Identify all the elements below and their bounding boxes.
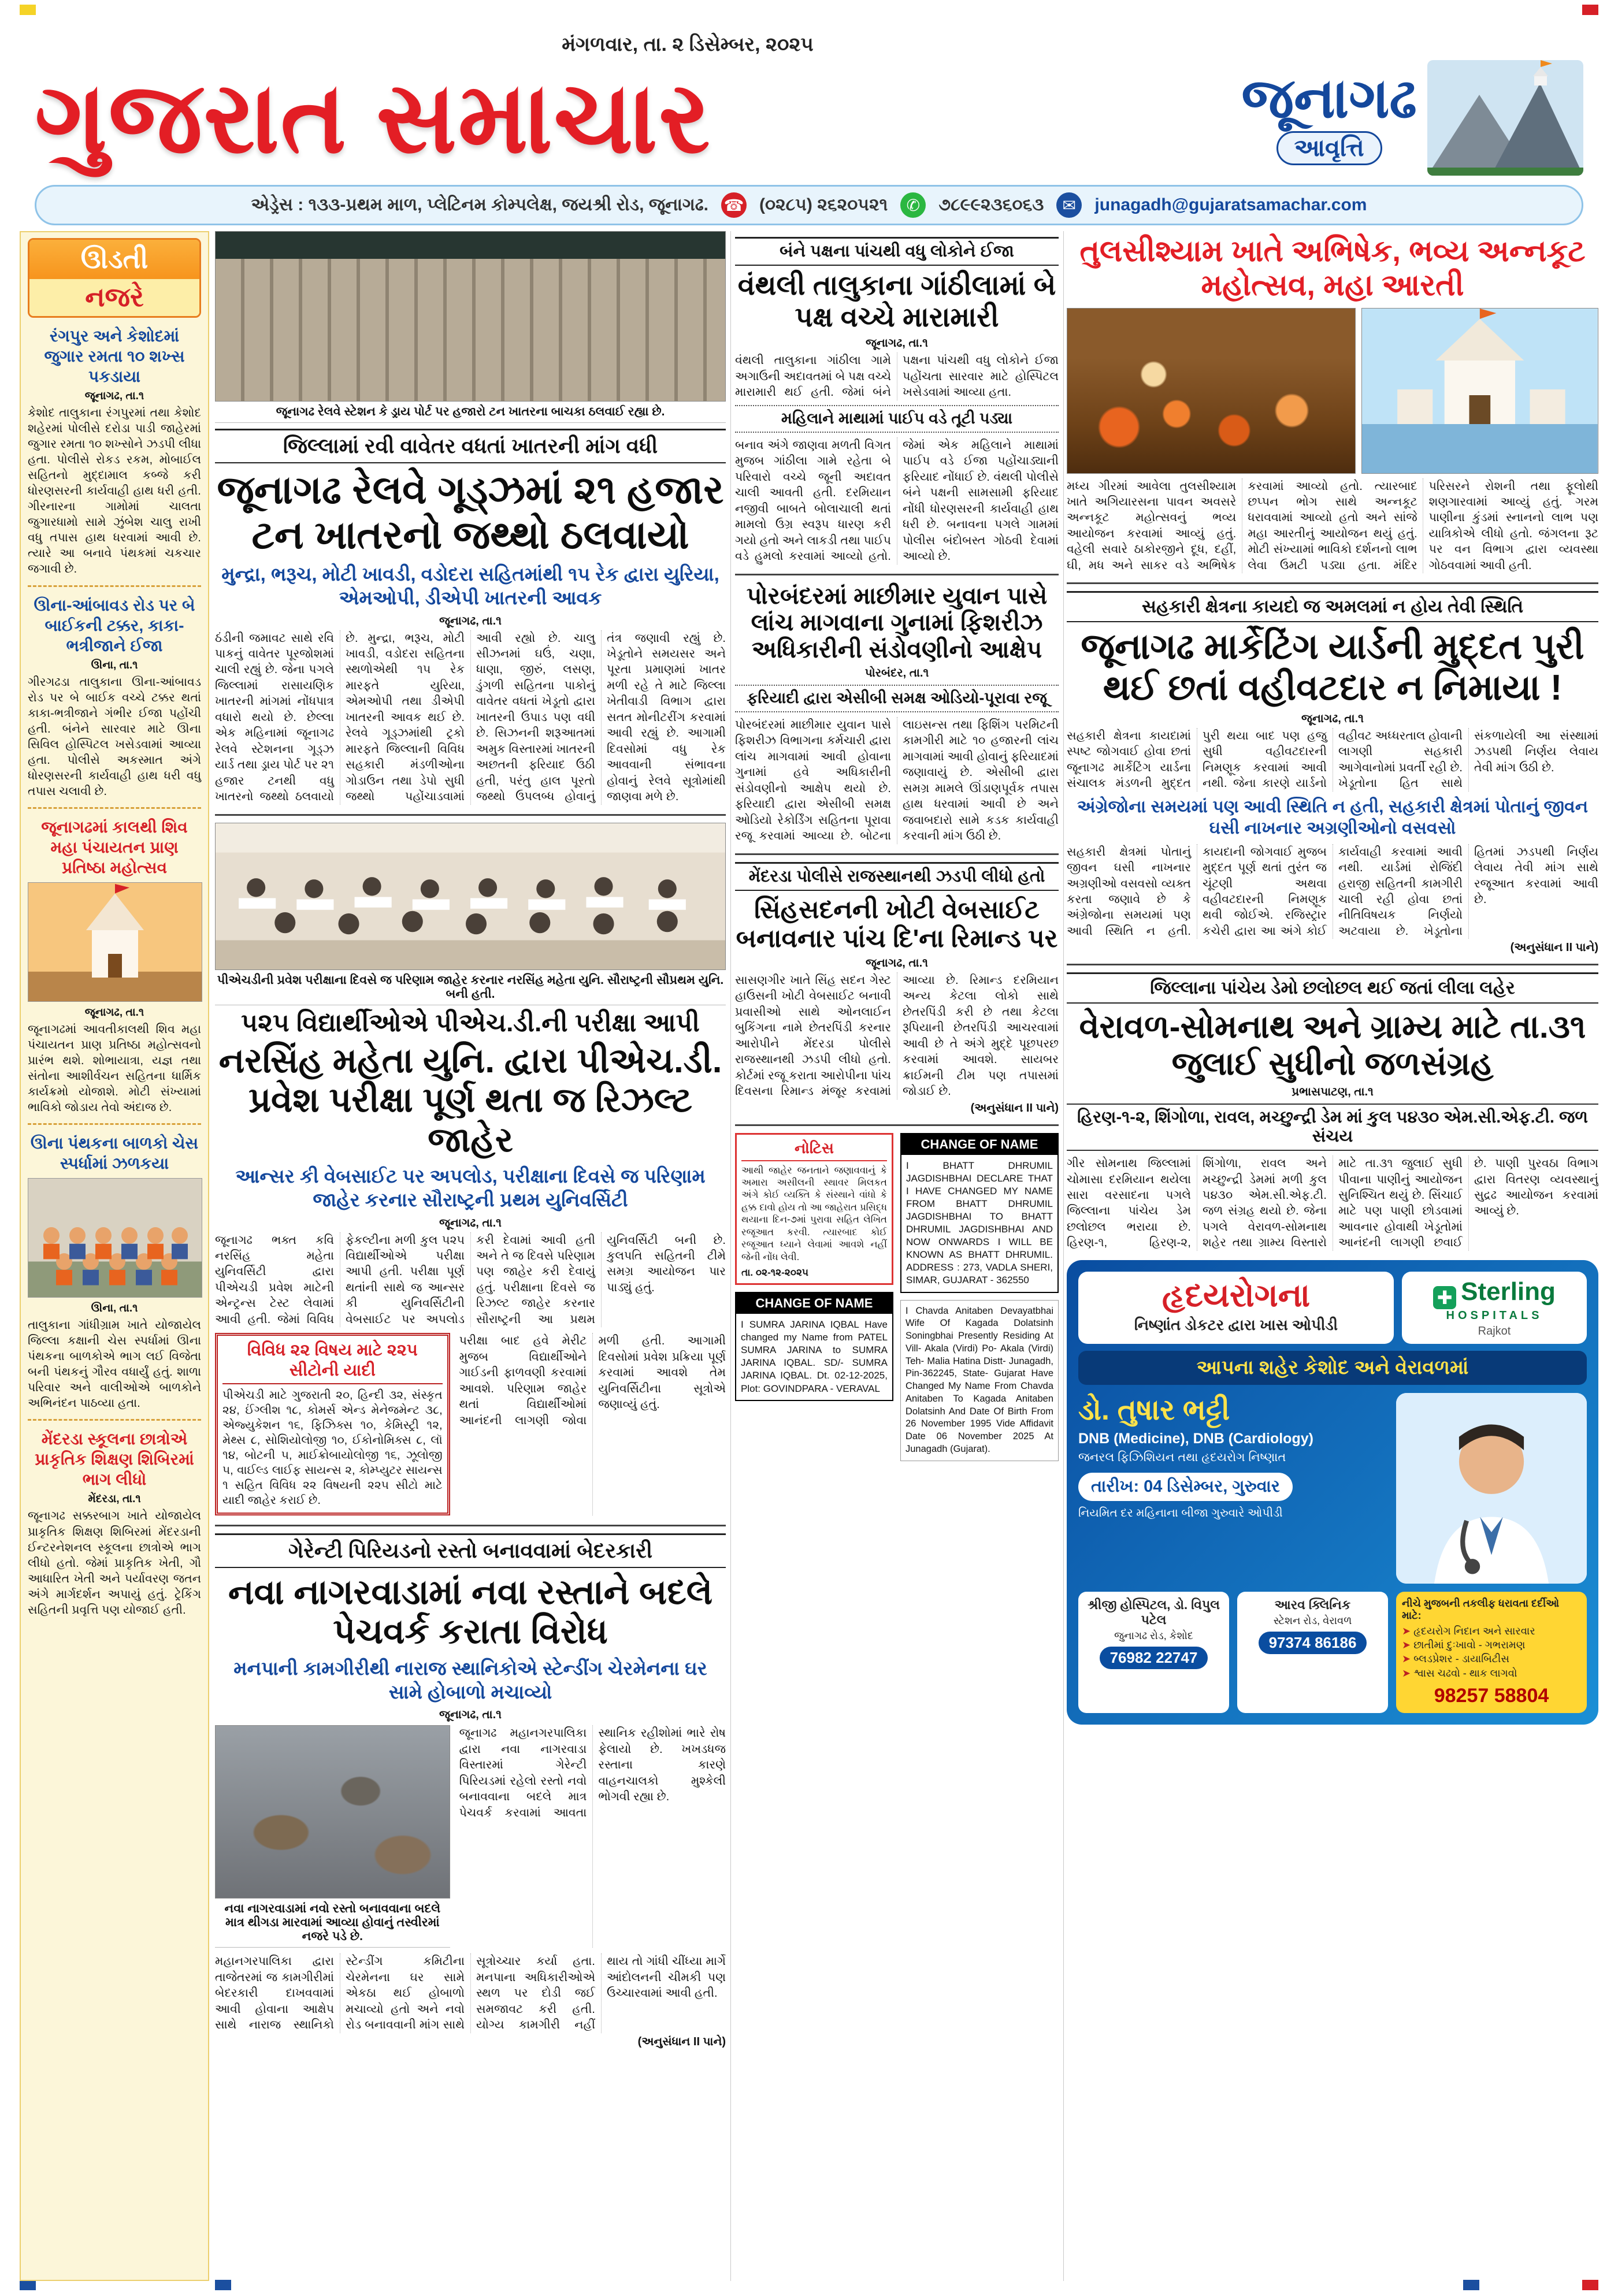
article-dateline: પ્રભાસપાટણ, તા.૧: [1292, 1086, 1374, 1099]
article-dateline: જૂનાગઢ, તા.૧: [866, 956, 928, 969]
article-body: વંથલી તાલુકાના ગાંઠીલા ગામે અગાઉની અદાવતમાં બે પક્ષ વચ્ચે મારામારી થઈ હતી. જેમાં બંને પક્ષના પાંચથી વધુ લોકોને ઈજા પહોંચતા સારવાર માટે હોસ્પિટલ ખસેડવામાં આવ્યા હતા.: [735, 354, 1059, 399]
brief-dateline: મેંદરડા, તા.૧: [88, 1493, 141, 1506]
article-dateline: પોરબંદર, તા.૧: [864, 666, 929, 679]
article-road-patchwork: [215, 1533, 726, 2049]
phone-icon: ☎: [721, 192, 747, 218]
masthead-title: ગુજરાત સમાચાર: [35, 62, 711, 173]
services-title: નીચે મુજબની તકલીફ ધરાવતા દર્દીઓ માટે:: [1402, 1597, 1560, 1621]
annakut-crowd-photo: [1067, 308, 1356, 474]
article-fisheries-bribe: [735, 582, 1059, 844]
clinic-location: સ્ટેશન રોડ, વેરાવળ: [1273, 1614, 1352, 1626]
registration-mark: [1582, 5, 1598, 15]
article-headline-top: ૫૨૫ વિદ્યાર્થીઓએ પીએચ.ડી.ની પરીક્ષા આપી: [241, 1008, 700, 1037]
ad-services-box: [1396, 1592, 1587, 1713]
phone-number: (૦૨૮૫) ૨૬૨૦૫૨૧: [759, 195, 888, 214]
address-text: એડ્રેસ : ૧૩૩-પ્રથમ માળ, પ્લેટિનમ કોમ્પલેક્ષ, જયશ્રી રોડ, જૂનાગઢ.: [251, 195, 708, 214]
brief-body: તાલુકાના ગાંધીગ્રામ ખાતે યોજાયેલ જિલ્લા કક્ષાની ચેસ સ્પર્ધામાં ઊના પંથકના બાળકોએ ભાગ લઈ વિજેતા બની પંથકનું ગૌરવ વધાર્યું હતું. શાળા પરિવાર અને વાલીઓએ બાળકોને અભિનંદન પાઠવ્યા હતા.: [28, 1318, 201, 1410]
article-headline: વંથલી તાલુકાના ગાંઠીલામાં બે પક્ષ વચ્ચે મારામારી: [737, 270, 1056, 333]
notice-title: નોટિસ: [741, 1139, 887, 1161]
exam-hall-photo: [215, 823, 726, 970]
article-divider: [1067, 964, 1598, 965]
brief-body: કેશોદ તાલુકાના રંગપુરમાં તથા કેશોદ શહેરમાં પોલીસે દરોડા પાડી જાહેરમાં જુગાર રમતા ૧૦ શખ્સોને ઝડપી લીધા હતા. પોલીસે રોકડ રકમ, મોબાઈલ સહિતનો મુદ્દામાલ કબ્જે કરી ધોરણસરની કાર્યવાહી હાથ ધરી હતી. ગીરનારના ગામોમાં ચાલતા જુગારધામો સામે ઝુંબેશ ચાલુ રાખી વધુ તપાસ હાથ ધરવામાં આવી છે. ત્યારે આ બનાવે પંથકમાં ચકચાર જગાવી છે.: [28, 406, 201, 576]
ad-subtitle: નિષ્ણાંત ડોકટર દ્વારા ખાસ ઓપીડી: [1134, 1316, 1338, 1333]
column-rule: [730, 231, 731, 2281]
edition-date: મંગળવાર, તા. ૨ ડિસેમ્બર, ૨૦૨૫: [562, 34, 814, 55]
tulsishyam-temple-photo: [1361, 308, 1598, 474]
registration-mark: [1582, 2280, 1598, 2290]
article-fake-website: [735, 862, 1059, 1115]
brief-divider: [28, 1419, 201, 1421]
article-body: પોરબંદરમાં માછીમાર યુવાન પાસે ફિશરીઝ વિભાગના કર્મચારી દ્વારા લાંચ માગવામાં આવી હોવાના ગુનામાં હવે અધિકારીની સંડોવણીનો આક્ષેપ થયો છે. ફરિયાદી દ્વારા એસીબી સમક્ષ ઓડિયો રેકોર્ડિંગ સહિતના પૂરાવા રજૂ કરવામાં આવ્યા છે. બોટના લાઇસન્સ તથા ફિશિંગ પરમિટની કામગીરી માટે ૧૦ હજારની લાંચ માગવામાં આવી હોવાનું ફરિયાદમાં જણાવાયું છે. એસીબી દ્વારા સમગ્ર મામલે ઊંડાણપૂર્વક તપાસ હાથ ધરવામાં આવી છે અને જવાબદારો સામે કડક કાર્યવાહી કરવાની માંગ ઉઠી છે.: [735, 718, 1059, 843]
article-body-continued: પરીક્ષા બાદ હવે મેરીટ મુજબ વિદ્યાર્થીઓને ગાઈડની ફાળવણી કરવામાં આવશે. પરિણામ જાહેર થતાં વિદ્યાર્થીઓમાં આનંદની લાગણી જોવા મળી હતી. આગામી દિવસોમાં પ્રવેશ પ્રક્રિયા પૂર્ણ કરવામાં આવશે તેમ યુનિવર્સિટીના સૂત્રોએ જણાવ્યું હતું.: [459, 1334, 726, 1427]
change-of-name-box: [735, 1292, 893, 1401]
article-dateline: જૂનાગઢ, તા.૧: [1301, 712, 1364, 725]
ad-title: હૃદયરોગના: [1161, 1276, 1311, 1313]
group-photo: [28, 1178, 202, 1298]
article-fertilizer: [215, 231, 726, 805]
whatsapp-icon: ✆: [900, 192, 926, 218]
article-body: જૂનાગઢ ભક્ત કવિ નરસિંહ મહેતા યુનિવર્સિટી દ્વારા પીએચડી પ્રવેશ માટેની એન્ટ્રન્સ ટેસ્ટ લેવામાં આવી હતી. જેમાં વિવિધ ફેકલ્ટીના મળી કુલ ૫૨૫ વિદ્યાર્થીઓએ પરીક્ષા આપી હતી. પરીક્ષા પૂર્ણ થતાંની સાથે જ આન્સર કી યુનિવર્સિટીની વેબસાઈટ પર અપલોડ કરી દેવામાં આવી હતી અને તે જ દિવસે પરિણામ પણ જાહેર કરી દેવાયું હતું. પરીક્ષાના દિવસે જ રિઝલ્ટ જાહેર કરનાર સૌરાષ્ટ્રની આ પ્રથમ યુનિવર્સિટી બની છે. કુલપતિ સહિતની ટીમે સમગ્ર આયોજન પાર પાડ્યું હતું.: [215, 1233, 726, 1326]
temple-photo: [28, 882, 202, 1002]
whatsapp-number: ૭૮૯૯૨૩૬૦૬૩: [938, 195, 1044, 214]
article-headline: પોરબંદરમાં માછીમાર યુવાન પાસે લાંચ માગવાના ગુનામાં ફિશરીઝ અધિકારીની સંડોવણીનો આક્ષેપ: [746, 582, 1048, 663]
edition-name: જૂનાગઢ: [1241, 67, 1417, 129]
opd-date-badge: તારીખ: 04 ડિસેમ્બર, ગુરુવાર: [1078, 1473, 1293, 1501]
sterling-hospital-ad: [1067, 1260, 1598, 1725]
article-body: ગીર સોમનાથ જિલ્લામાં ચોમાસા દરમિયાન થયેલા સારા વરસાદના પગલે જિલ્લાના પાંચેય ડેમ છલોછલ ભરાયા છે. હિરણ-૧, હિરણ-૨, શિંગોળા, રાવલ અને મચ્છુન્દ્રી ડેમમાં મળી કુલ ૫૪૩૦ એમ.સી.એફ.ટી. જળ સંગ્રહ થયો છે. જેના પગલે વેરાવળ-સોમનાથ શહેર તથા ગ્રામ્ય વિસ્તારો માટે તા.૩૧ જુલાઈ સુધી પીવાના પાણીનું આયોજન સુનિશ્ચિત થયું છે. સિંચાઈ માટે પણ પાણી છોડવામાં આવનાર હોવાથી ખેડૂતોમાં આનંદની લાગણી છવાઈ છે. પાણી પુરવઠા વિભાગ દ્વારા વિતરણ વ્યવસ્થાનું સુદ્રઢ આયોજન કરવામાં આવ્યું છે.: [1067, 1157, 1598, 1250]
brief-item: [28, 1133, 201, 1411]
article-kicker: મેંદરડા પોલીસે રાજસ્થાનથી ઝડપી લીધો હતો: [735, 862, 1059, 891]
clinic-name: આરવ ક્લિનિક: [1274, 1597, 1351, 1612]
article-body: સહકારી ક્ષેત્રના કાયદામાં સ્પષ્ટ જોગવાઈ હોવા છતાં જૂનાગઢ માર્કેટિંગ યાર્ડના સંચાલક મંડળની મુદ્દત પુરી થયા બાદ પણ હજુ સુધી વહીવટદારની નિમણૂક કરવામાં આવી નથી. જેના કારણે યાર્ડનો વહીવટ અધ્ધરતાલ હોવાની લાગણી સહકારી આગેવાનોમાં પ્રવર્તી રહી છે. ખેડૂતોના હિત સાથે સંકળાયેલી આ સંસ્થામાં ઝડપથી નિર્ણય લેવાય તેવી માંગ ઉઠી છે.: [1067, 729, 1598, 790]
service-item: ➤ હૃદયરોગ નિદાન અને સારવાર: [1402, 1624, 1581, 1638]
brief-divider: [28, 585, 201, 587]
service-item: ➤ બ્લડપ્રેશર - ડાયાબિટીસ: [1402, 1652, 1581, 1666]
hospital-logo: [1402, 1272, 1587, 1344]
article-marketing-yard: [1067, 591, 1598, 954]
article-body: મધ્ય ગીરમાં આવેલા તુલસીશ્યામ ખાતે અગિયારસના પાવન અવસરે અન્નકૂટ મહોત્સવનું ભવ્ય આયોજન કરવામાં આવ્યું હતું. વહેલી સવારે ઠાકોરજીને દૂધ, દહીં, ઘી, મધ અને સાકર વડે અભિષેક કરવામાં આવ્યો હતો. ત્યારબાદ છપ્પન ભોગ સાથે અન્નકૂટ ધરાવવામાં આવ્યો હતો અને સાંજે મહા આરતીનું આયોજન થયું હતું. મોટી સંખ્યામાં ભાવિકો દર્શનનો લાભ લેવા ઉમટી પડ્યા હતા. મંદિર પરિસરને રોશની તથા ફૂલોથી શણગારવામાં આવ્યું હતું. ગરમ પાણીના કુંડમાં સ્નાનનો લાભ પણ યાત્રિકોએ લીધો હતો. જંગલના રૂટ પર વન વિભાગ દ્વારા વ્યવસ્થા ગોઠવવામાં આવી હતી.: [1067, 479, 1598, 572]
article-dateline: જૂનાગઢ, તા.૧: [439, 1708, 502, 1722]
main-column: [215, 231, 726, 2281]
email-icon: ✉: [1056, 192, 1082, 218]
hospital-brand: Sterling: [1461, 1277, 1556, 1306]
article-headline: તુલસીશ્યામ ખાતે અભિષેક, ભવ્ય અન્નકૂટ મહોત્સવ, મહા આરતી: [1079, 235, 1586, 303]
article-divider: [215, 1525, 726, 1526]
center-column: [735, 231, 1059, 2281]
article-dateline: જૂનાગઢ, તા.૧: [439, 614, 502, 627]
registration-mark: [1463, 2280, 1479, 2290]
change-of-name-box: [900, 1133, 1059, 1293]
article-headline: જૂનાગઢ માર્કેટિંગ યાર્ડની મુદ્દત પુરી થઈ છતાં વહીવટદાર ન નિમાયા !: [1081, 627, 1584, 708]
edition-subtitle: આવૃત્તિ: [1276, 131, 1382, 165]
continued-note: (અનુસંધાન II પાને): [1510, 941, 1598, 954]
opd-note: નિયમિત દર મહિનાના બીજા ગુરુવારે ઓપીડી: [1078, 1506, 1283, 1519]
masthead-row: [35, 55, 1583, 180]
article-dateline: જૂનાગઢ, તા.૧: [439, 1216, 502, 1229]
briefs-badge-line2: નજરે: [29, 279, 199, 316]
clinic-phone: 97374 86186: [1259, 1632, 1367, 1654]
photo-caption: પીએચડીની પ્રવેશ પરીક્ષાના દિવસે જ પરિણામ જાહેર કરનાર નરસિંહ મહેતા યુનિ. સૌરાષ્ટ્રની સૌપ્રથમ યુનિ. બની હતી.: [215, 970, 726, 1005]
article-body-continued: મહાનગરપાલિકા દ્વારા તાજેતરમાં જ કામગીરીમાં બેદરકારી દાખવવામાં આવી હોવાના આક્ષેપ સાથે નારાજ સ્થાનિકો સ્ટેન્ડીંગ કમિટીના ચેરમેનના ઘર સામે એકઠા થઈ હોબાળો મચાવ્યો હતો અને નવો રોડ બનાવવાની માંગ સાથે સૂત્રોચ્ચાર કર્યા હતા. મનપાના અધિકારીઓએ સ્થળ પર દોડી જઈ સમજાવટ કરી હતી. યોગ્ય કામગીરી નહીં થાય તો ગાંધી ચીંધ્યા માર્ગે આંદોલનની ચીમકી પણ ઉચ્ચારવામાં આવી હતી.: [215, 1955, 726, 2032]
article-body: જૂનાગઢ મહાનગરપાલિકા દ્વારા નવા નાગરવાડા વિસ્તારમાં ગેરેન્ટી પિરિયડમાં રહેલો રસ્તો નવો બનાવવાના બદલે માત્ર પેચવર્ક કરવામાં આવતા સ્થાનિક રહીશોમાં ભારે રોષ ફેલાયો છે. ખખડધજ રસ્તાના કારણે વાહનચાલકો મુશ્કેલી ભોગવી રહ્યા છે.: [459, 1726, 726, 1819]
continued-note: (અનુસંધાન II પાને): [970, 1101, 1059, 1114]
clinic-keshod: [1078, 1592, 1229, 1713]
brief-body: જૂનાગઢ સક્કરબાગ ખાતે યોજાયેલ પ્રાકૃતિક શિક્ષણ શિબિરમાં મેંદરડાની ઈન્ટરનેશનલ સ્કૂલના છાત્રોએ ભાગ લીધો હતો. જેમાં પ્રાકૃતિક ખેતી, ગૌ આધારિત ખેતી અને પર્યાવરણ જતન અંગે માર્ગદર્શન અપાયું હતું. ટ્રેકિંગ સહિતની પ્રવૃત્તિ પણ યોજાઈ હતી.: [28, 1509, 201, 1617]
change-of-name-body: I BHATT DHRUMIL JAGDISHBHAI DECLARE THAT I HAVE CHANGED MY NAME FROM BHATT DHRUMIL JAGDISHBHAI TO BHATT DHRUMIL JAGDISHBHAI AND NOW ONWARDS I WILL BE KNOWN AS BHATT DHRUMIL. ADDRESS : 273, VADLA SHERI, SIMAR, GUJARAT - 362550: [906, 1160, 1053, 1286]
clinic-phone: 76982 22747: [1100, 1647, 1208, 1669]
article-headline: જૂનાગઢ રેલવે ગૂડ્ઝમાં ૨૧ હજાર ટન ખાતરનો જથ્થો ઠલવાયો: [217, 468, 724, 557]
clinic-name: શ્રીજી હોસ્પિટલ, ડો. વિપુલ પટેલ: [1088, 1597, 1220, 1627]
doctor-qualifications: DNB (Medicine), DNB (Cardiology): [1078, 1430, 1313, 1447]
article-kicker: જિલ્લામાં રવી વાવેતર વધતાં ખાતરની માંગ વધી: [215, 429, 726, 463]
article-body-continued: બનાવ અંગે જાણવા મળતી વિગત મુજબ ગાંઠીલા ગામે રહેતા બે પરિવારો વચ્ચે જૂની અદાવત ચાલી આવતી હતી. દરમિયાન નજીવી બાબતે બોલાચાલી થતાં મામલો ઉગ્ર સ્વરૂપ ધારણ કરી ગયો હતો અને લાકડી તથા પાઈપ વડે હુમલો કરવામાં આવ્યો હતો. જેમાં એક મહિલાને માથામાં પાઈપ વડે ઈજા પહોંચાડ્યાની ફરિયાદ નોંધાઈ છે. વંથલી પોલીસે બંને પક્ષની સામસામી ફરિયાદ નોંધી ધોરણસરની કાર્યવાહી હાથ ધરી છે. બનાવના પગલે ગામમાં પોલીસ બંદોબસ્ત ગોઠવી દેવામાં આવ્યો છે.: [735, 438, 1059, 563]
brief-divider: [28, 1123, 201, 1125]
medical-cross-icon: ✚: [1433, 1286, 1456, 1309]
brief-divider: [28, 807, 201, 809]
continued-note: (અનુસંધાન II પાને): [637, 2035, 726, 2048]
classifieds-area: [735, 1133, 1059, 1461]
brief-title: જૂનાગઢમાં કાલથી શિવ મહા પંચાયતન પ્રાણ પ્રતિષ્ઠા મહોત્સવ: [41, 818, 188, 876]
edition-block: [1241, 60, 1583, 176]
briefs-badge: [28, 238, 201, 318]
brief-body: ગીરગઢડા તાલુકાના ઊના-આંબાવડ રોડ પર બે બાઈક વચ્ચે ટક્કર થતાં કાકા-ભત્રીજાને ગંભીર ઈજા પહોંચી હતી. બંનેને સારવાર માટે ઊના સિવિલ હોસ્પિટલ ખસેડવામાં આવ્યા હતા. પોલીસે અકસ્માત અંગે ધોરણસરની કાર્યવાહી હાથ ધરી વધુ તપાસ ચલાવી છે.: [28, 675, 201, 798]
article-water-storage: [1067, 972, 1598, 1250]
article-divider: [735, 1124, 1059, 1126]
doctor-photo: [1396, 1393, 1587, 1584]
article-body-continued: સહકારી ક્ષેત્રમાં પોતાનું જીવન ઘસી નાખનાર અગ્રણીઓ વસવસો વ્યક્ત કરતા જણાવે છે કે અંગ્રેજોના સમયમાં પણ આવી સ્થિતિ ન હતી. કાયદાની જોગવાઈ મુજબ મુદ્દત પૂર્ણ થતાં તુરંત જ ચૂંટણી અથવા વહીવટદારની નિમણૂક થવી જોઈએ. રજિસ્ટ્રાર કચેરી દ્વારા આ અંગે કોઈ કાર્યવાહી કરવામાં આવી નથી. યાર્ડમાં રોજિંદી હરાજી સહિતની કામગીરી ચાલી રહી હોવા છતાં નીતિવિષયક નિર્ણયો અટવાયા છે. ખેડૂતોના હિતમાં ઝડપથી નિર્ણય લેવાય તેવી માંગ સાથે રજૂઆત કરવામાં આવી છે.: [1067, 845, 1598, 938]
sidebar-briefs-column: [20, 231, 209, 2281]
article-kicker: ગેરેન્ટી પિરિયડનો રસ્તો બનાવવામાં બેદરકારી: [215, 1533, 726, 1568]
ad-title-box: [1078, 1272, 1394, 1344]
article-midhead: ફરિયાદી દ્વારા એસીબી સમક્ષ ઓડિયો-પૂરાવા રજૂ: [735, 685, 1059, 712]
brief-item: [28, 817, 201, 1115]
article-tulsishyam: [1067, 235, 1598, 573]
brief-dateline: જૂનાગઢ, તા.૧: [84, 1006, 144, 1019]
brief-dateline: ઊના, તા.૧: [91, 1302, 138, 1315]
article-headline: સિંહસદનની ખોટી વેબસાઈટ બનાવનાર પાંચ દિ'ના રિમાન્ડ પર: [736, 895, 1058, 953]
article-vanthali-fight: [735, 237, 1059, 564]
seat-box-body: પીએચડી માટે ગુજરાતી ૨૦, હિન્દી ૩૨, સંસ્કૃત ૨૪, ઈંગ્લીશ ૧૮, કોમર્સ એન્ડ મેનેજમેન્ટ ૩૮, એજ્યુકેશન ૧૬, ફિઝિક્સ ૧૦, કેમિસ્ટ્રી ૧૨, મેથ્સ ૮, સોશિયોલોજી ૧૦, ઈકોનોમિક્સ ૮, લૉ ૧૪, બોટની ૫, માઈક્રોબાયોલોજી ૧૬, ઝૂલોજી ૫, વાઈલ્ડ લાઈફ સાયન્સ ૨, કોમ્પ્યુટર સાયન્સ ૧ સહિત વિવિધ ૨૨ વિષયની ૨૨૫ સીટો માટે યાદી જાહેર કરાઈ છે.: [222, 1388, 443, 1507]
brief-title: ઊના પંથકના બાળકો ચેસ સ્પર્ધામાં ઝળકયા: [30, 1134, 199, 1173]
hospital-brand-word: HOSPITALS: [1446, 1309, 1543, 1322]
service-item: ➤ શ્વાસ ચઢવો - થાક લાગવો: [1402, 1666, 1581, 1680]
notice-body: આથી જાહેર જનતાને જણાવવાનું કે અમારા અસીલની સ્થાવર મિલકત અંગે કોઈ વ્યક્તિ કે સંસ્થાને વાંધો કે હક્ક દાવો હોય તો આ જાહેરાત પ્રસિદ્ધ થયાના દિન-૭માં પુરાવા સહિત લેખિત રજૂઆત કરવી. ત્યારબાદ કોઈ રજૂઆત ધ્યાને લેવામાં આવશે નહીં જેની નોંધ લેવી.: [741, 1165, 887, 1262]
clinic-veraval: [1237, 1592, 1388, 1713]
seat-list-box: [215, 1333, 450, 1515]
brief-item: [28, 326, 201, 577]
article-subhead: આન્સર કી વેબસાઈટ પર અપલોડ, પરીક્ષાના દિવસે જ પરિણામ જાહેર કરનાર સૌરાષ્ટ્રની પ્રથમ યુનિવર્સિટી: [235, 1165, 706, 1211]
article-headline: નરસિંહ મહેતા યુનિ. દ્વારા પીએચ.ડી. પ્રવેશ પરીક્ષા પૂર્ણ થતા જ રિઝલ્ટ જાહેર: [218, 1041, 722, 1159]
brief-item: [28, 595, 201, 799]
photo-caption: નવા નાગરવાડામાં નવો રસ્તો બનાવવાના બદલે માત્ર થીગડા મારવામાં આવ્યા હોવાનું તસ્વીરમાં નજરે પડે છે.: [215, 1899, 450, 1948]
brief-dateline: ઊના, તા.૧: [91, 659, 138, 671]
article-kicker: સહકારી ક્ષેત્રના કાયદો જ અમલમાં ન હોય તેવી સ્થિતિ: [1067, 591, 1598, 622]
photo-caption: જૂનાગઢ રેલવે સ્ટેશન કે ડ્રાય પોર્ટ પર હજારો ટન ખાતરના બાચકા ઠલવાઈ રહ્યા છે.: [215, 402, 726, 423]
change-of-name-body: I SUMRA JARINA IQBAL Have changed my Name from PATEL SUMRA JARINA to SUMRA JARINA IQBAL. SD/- SUMRA JARINA IQBAL. Dt. 02-12-2025, Plot: GOVINDPARA - VERAVAL: [741, 1319, 888, 1394]
column-rule: [1063, 231, 1064, 2281]
damaged-road-photo: [215, 1725, 450, 1899]
article-divider: [735, 574, 1059, 575]
email-address: junagadh@gujaratsamachar.com: [1094, 195, 1367, 214]
article-midhead: મહિલાને માથામાં પાઈપ વડે તૂટી પડ્યા: [735, 405, 1059, 433]
registration-mark: [20, 5, 36, 15]
brief-title: ઊના-આંબાવડ રોડ પર બે બાઈકની ટક્કર, કાકા-ભત્રીજાને ઈજા: [34, 596, 195, 655]
article-headline: નવા નાગરવાડામાં નવા રસ્તાને બદલે પેચવર્ક કરાતા વિરોધ: [228, 1572, 713, 1651]
brief-title: રંગપુર અને કેશોદમાં જુગાર રમતા ૧૦ શખ્સ પકડાયા: [44, 327, 185, 385]
article-subhead: હિરણ-૧-૨, શિંગોળા, રાવલ, મચ્છુન્દ્રી ડેમ માં કુલ ૫૪૩૦ એમ.સી.એફ.ટી. જળ સંચય: [1067, 1104, 1598, 1151]
article-kicker: બંને પક્ષના પાંચથી વધુ લોકોને ઈજા: [735, 237, 1059, 266]
brief-item: [28, 1429, 201, 1617]
ad-banner: આપના શહેર કેશોદ અને વેરાવળમાં: [1078, 1351, 1587, 1385]
right-column: [1067, 231, 1598, 2281]
article-phd-exam: [215, 823, 726, 1515]
article-kicker: જિલ્લાના પાંચેય ડેમો છલોછલ થઈ જતાં લીલા લહેર: [1067, 972, 1598, 1004]
services-phone: 98257 58804: [1434, 1684, 1549, 1707]
article-subhead: મનપાની કામગીરીથી નારાજ સ્થાનિકોએ સ્ટેન્ડીંગ ચેરમેનના ઘર સામે હોબાળો મચાવ્યો: [233, 1657, 707, 1703]
hospital-city: Rajkot: [1478, 1324, 1511, 1338]
registration-mark: [215, 2280, 231, 2290]
article-divider: [1067, 582, 1598, 584]
girnar-mountain-graphic: [1427, 60, 1583, 176]
seat-box-title: વિવિધ ૨૨ વિષય માટે ૨૨૫ સીટોની યાદી: [222, 1340, 443, 1384]
change-of-name-text: I Chavda Anitaben Devayatbhai Wife Of Kagada Dolatsinh Soningbhai Presently Residing At Vill- Akala (Virdi) Po- Akala (Virdi) Teh- Malia Hatina Distt- Junagadh, Pin-362245, State- Gujarat Have Changed My Name From Chavda Anitaben To Kagada Anitaben Dolatsinh And Date Of Birth From 26 November 1995 Vide Affidavit Date 06 November 2025 At Junagadh (Gujarat).: [900, 1300, 1059, 1461]
fertilizer-sacks-photo: [215, 231, 726, 402]
change-of-name-title: CHANGE OF NAME: [736, 1293, 892, 1314]
clinic-location: જુનાગઢ રોડ, કેશોદ: [1114, 1629, 1193, 1641]
doctor-name: ડો. તુષાર ભટ્ટી: [1078, 1393, 1230, 1426]
brief-dateline: જૂનાગઢ, તા.૧: [84, 390, 144, 402]
article-body: સાસણગીર ખાતે સિંહ સદન ગેસ્ટ હાઉસની ખોટી વેબસાઈટ બનાવી પ્રવાસીઓ સાથે ઓનલાઈન બુકિંગના નામે છેતરપિંડી કરનાર આરોપીને મેંદરડા પોલીસે રાજસ્થાનથી ઝડપી લીધો હતો. કોર્ટમાં રજૂ કરાતા આરોપીના પાંચ દિવસના રિમાન્ડ મંજૂર કરવામાં આવ્યા છે. રિમાન્ડ દરમિયાન અન્ય કેટલા લોકો સાથે છેતરપિંડી કરી છે તથા કેટલા રૂપિયાની છેતરપિંડી આચરવામાં આવી છે તે અંગે મુદ્દે પૂછપરછ કરવામાં આવશે. સાયબર ક્રાઈમની ટીમ પણ તપાસમાં જોડાઈ છે.: [735, 973, 1059, 1098]
article-headline: વેરાવળ-સોમનાથ અને ગ્રામ્ય માટે તા.૩૧ જુલાઈ સુધીનો જળસંગ્રહ: [1079, 1008, 1586, 1082]
address-bar: [35, 185, 1583, 225]
article-dateline: જૂનાગઢ, તા.૧: [866, 337, 928, 350]
service-item: ➤ છાતીમાં દુઃખાવો - ગભરામણ: [1402, 1638, 1581, 1652]
brief-title: મેંદરડા સ્કૂલના છાત્રોએ પ્રાકૃતિક શિક્ષણ શિબિરમાં ભાગ લીધો: [35, 1430, 194, 1489]
article-divider: [735, 853, 1059, 855]
registration-mark: [20, 2280, 36, 2290]
notice-date: તા. ૦૨-૧૨-૨૦૨૫: [741, 1267, 809, 1279]
article-divider: [215, 814, 726, 816]
article-body: ઠંડીની જમાવટ સાથે રવિ પાકનું વાવેતર પૂરજોશમાં ચાલી રહ્યું છે. જેના પગલે જિલ્લામાં રાસાયણિક ખાતરની માંગમાં નોંધપાત્ર વધારો થયો છે. છેલ્લા એક મહિનામાં જૂનાગઢ રેલવે સ્ટેશનના ગૂડ્ઝ યાર્ડ તથા ડ્રાય પોર્ટ પર ૨૧ હજાર ટનથી વધુ ખાતરનો જથ્થો ઠલવાયો છે. મુન્દ્રા, ભરૂચ, મોટી ખાવડી, વડોદરા સહિતના સ્થળોએથી ૧૫ રેક મારફતે યુરિયા, એમઓપી તથા ડીએપી ખાતરની આવક થઈ છે. રેલવે ગૂડ્ઝમાંથી ટ્રકો મારફતે જિલ્લાની વિવિધ સહકારી મંડળીઓના ગોડાઉન તથા ડેપો સુધી જથ્થો પહોંચાડવામાં આવી રહ્યો છે. ચાલુ સીઝનમાં ઘઉં, ચણા, ધાણા, જીરું, લસણ, ડુંગળી સહિતના પાકોનું વાવેતર વધતાં ખેડૂતો દ્વારા ખાતરની ઉપાડ પણ વધી છે. સિઝનની શરૂઆતમાં અમુક વિસ્તારમાં ખાતરની અછતની ફરિયાદ ઉઠી હતી, પરંતુ હાલ પૂરતો જથ્થો ઉપલબ્ધ હોવાનું તંત્ર જણાવી રહ્યું છે. ખેડૂતોને સમયસર અને પૂરતા પ્રમાણમાં ખાતર મળી રહે તે માટે જિલ્લા ખેતીવાડી વિભાગ દ્વારા સતત મોનીટરીંગ કરવામાં આવી રહ્યું છે. આગામી દિવસોમાં વધુ રેક આવવાની સંભાવના હોવાનું રેલવે સૂત્રોમાંથી જાણવા મળે છે.: [215, 631, 726, 804]
public-notice-box: [735, 1133, 893, 1286]
doctor-description: જનરલ ફિઝિશિયન તથા હૃદયરોગ નિષ્ણાત: [1078, 1450, 1286, 1464]
change-of-name-title: CHANGE OF NAME: [901, 1134, 1057, 1155]
article-subhead: અંગ્રેજોના સમયમાં પણ આવી સ્થિતિ ન હતી, સહકારી ક્ષેત્રમાં પોતાનું જીવન ઘસી નાખનાર અગ્રણીઓનો વસવસો: [1077, 797, 1589, 838]
briefs-badge-line1: ઊડતી: [29, 240, 199, 279]
brief-body: જૂનાગઢમાં આવતીકાલથી શિવ મહા પંચાયતન પ્રાણ પ્રતિષ્ઠા મહોત્સવનો પ્રારંભ થશે. શોભાયાત્રા, યજ્ઞ તથા સંતોના આશીર્વચન સહિતના ધાર્મિક કાર્યક્રમો યોજાશે. મોટી સંખ્યામાં ભાવિકો જોડાય તેવો અંદાજ છે.: [28, 1022, 201, 1114]
article-subhead: મુન્દ્રા, ભરૂચ, મોટી ખાવડી, વડોદરા સહિતમાંથી ૧૫ રેક દ્વારા યુરિયા, એમઓપી, ડીએપી ખાતરની આવક: [221, 563, 719, 609]
